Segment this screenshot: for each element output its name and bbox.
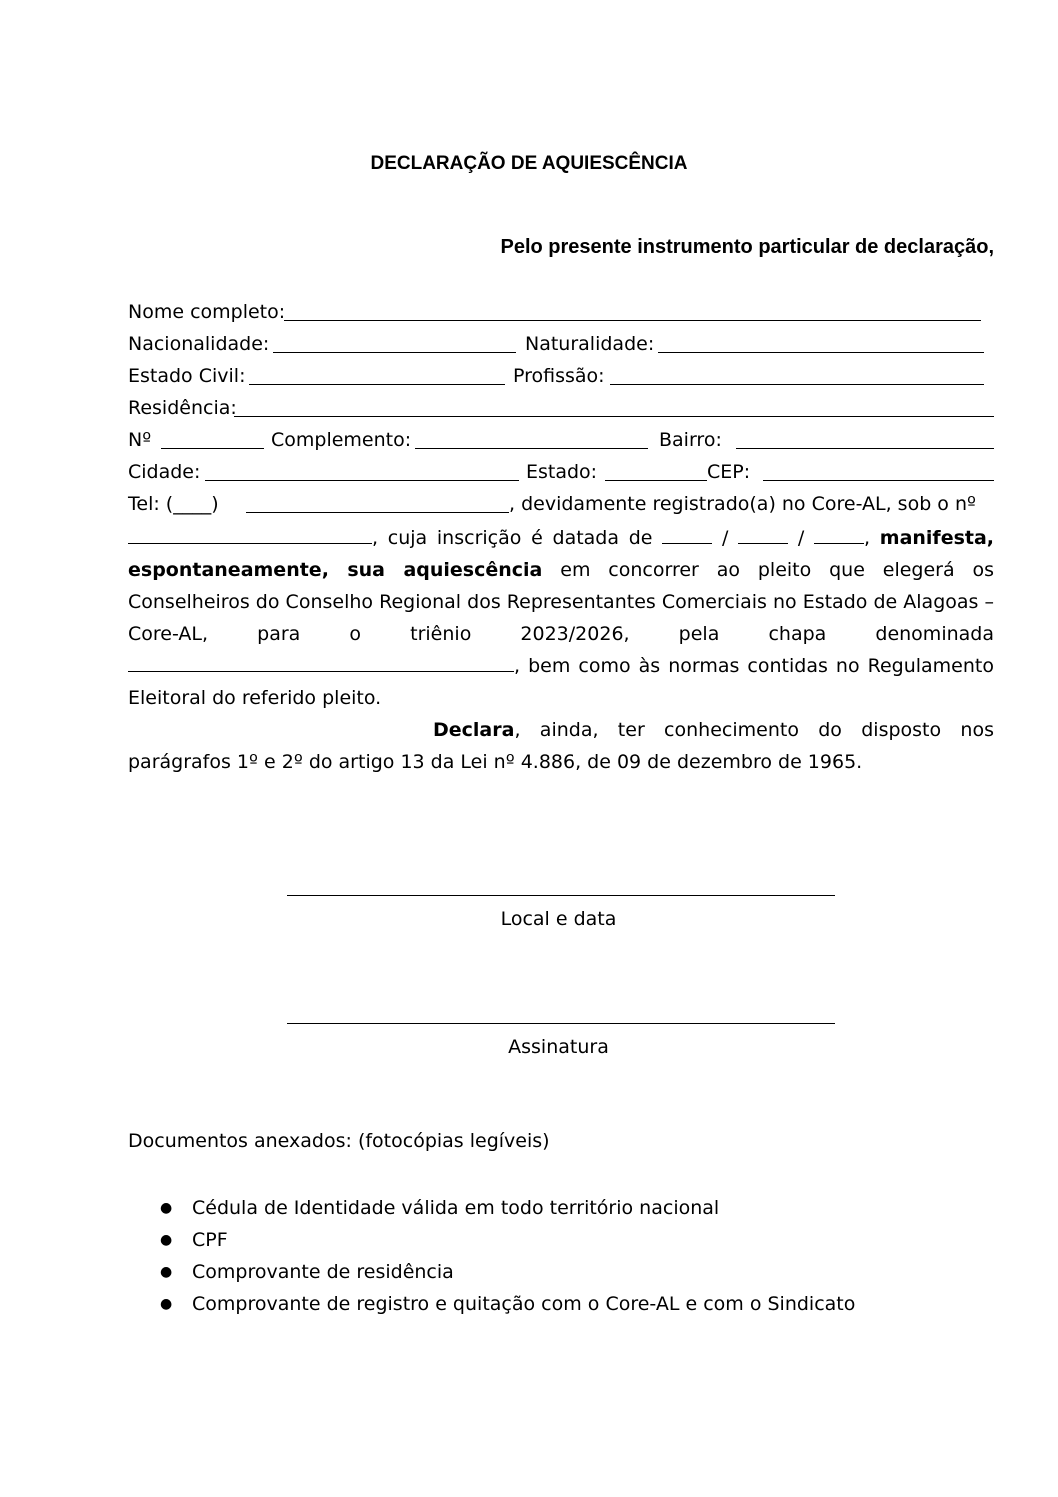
text-declara-rest: , ainda, ter conhecimento do disposto nos parágrafos 1º e 2º do artigo 13 da Lei nº 4.886, de 09 de dezembro de 1965. [128,719,994,773]
blank-naturalidade[interactable] [658,352,984,353]
field-row-estado-civil [128,364,994,388]
blank-bairro[interactable] [736,448,994,449]
label-bairro: Bairro: [659,429,722,451]
label-cep: CEP: [707,461,751,483]
label-cidade: Cidade: [128,461,201,483]
blank-tel[interactable] [246,512,509,513]
label-profissao: Profissão: [513,365,605,387]
blank-estado-civil[interactable] [249,384,505,385]
blank-nome[interactable] [284,320,981,321]
text-inscricao: , cuja inscrição é datada de [372,527,653,549]
blank-ano[interactable] [814,525,864,544]
bullet-icon: ● [160,1264,173,1280]
blank-residencia[interactable] [234,416,994,417]
label-residencia: Residência: [128,397,237,419]
text-pleito: em concorrer ao pleito que elegerá os Conselheiros do Conselho Regional dos Representantes Comerciais no Estado de Alagoas – Core-AL, para o triênio 2023/2026, pela chapa denominada [128,559,994,645]
declara-paragraph [128,714,994,778]
documents-list [160,1192,855,1320]
bullet-icon: ● [160,1200,173,1216]
text-declara: Declara [433,719,515,741]
label-estado-civil: Estado Civil: [128,365,246,387]
intro-line: Pelo presente instrumento particular de declaração, [500,236,994,258]
document-item-label: Comprovante de registro e quitação com o Core-AL e com o Sindicato [192,1293,856,1315]
text-manifesta: manifesta, [879,527,995,549]
label-tel: Tel: (____) [128,493,219,515]
field-row-cidade [128,460,994,484]
label-nome: Nome completo: [128,301,286,323]
document-item-label: CPF [192,1229,228,1251]
local-data-caption: Local e data [500,908,617,930]
blank-mes[interactable] [738,525,788,544]
body-paragraph [128,522,994,714]
label-numero: Nº [128,429,152,451]
list-item [160,1256,855,1288]
bullet-icon: ● [160,1232,173,1248]
list-item [160,1288,855,1320]
document-item-label: Comprovante de residência [192,1261,454,1283]
label-registro: , devidamente registrado(a) no Core-AL, sob o nº [509,493,976,515]
field-row-nacionalidade [128,332,994,356]
text-espontaneamente: espontaneamente, sua aquiescência [128,559,543,581]
blank-cidade[interactable] [205,480,519,481]
blank-profissao[interactable] [610,384,984,385]
assinatura-line[interactable] [287,1023,835,1024]
document-title: DECLARAÇÃO DE AQUIESCÊNCIA [370,153,688,174]
field-row-residencia [128,396,994,420]
blank-dia[interactable] [662,525,712,544]
date-comma: , [863,527,871,549]
blank-registro-numero[interactable] [128,525,372,544]
field-row-endereco [128,428,994,452]
blank-nacionalidade[interactable] [273,352,516,353]
local-data-line[interactable] [287,895,835,896]
blank-chapa[interactable] [128,653,514,672]
list-item [160,1192,855,1224]
list-item [160,1224,855,1256]
assinatura-caption: Assinatura [508,1036,609,1058]
field-row-tel [128,492,994,516]
field-row-nome [128,300,994,324]
documents-title: Documentos anexados: (fotocópias legíveis) [128,1130,550,1152]
label-naturalidade: Naturalidade: [525,333,655,355]
date-sep-1: / [721,527,729,549]
blank-complemento[interactable] [415,448,648,449]
bullet-icon: ● [160,1296,173,1312]
text-bem: , bem como às normas contidas no Regulamento Eleitoral do referido pleito. [128,655,994,709]
label-nacionalidade: Nacionalidade: [128,333,270,355]
blank-cep[interactable] [763,480,994,481]
blank-numero[interactable] [161,448,264,449]
blank-estado[interactable] [605,480,707,481]
date-sep-2: / [797,527,805,549]
label-estado: Estado: [526,461,598,483]
document-item-label: Cédula de Identidade válida em todo território nacional [192,1197,720,1219]
label-complemento: Complemento: [271,429,412,451]
